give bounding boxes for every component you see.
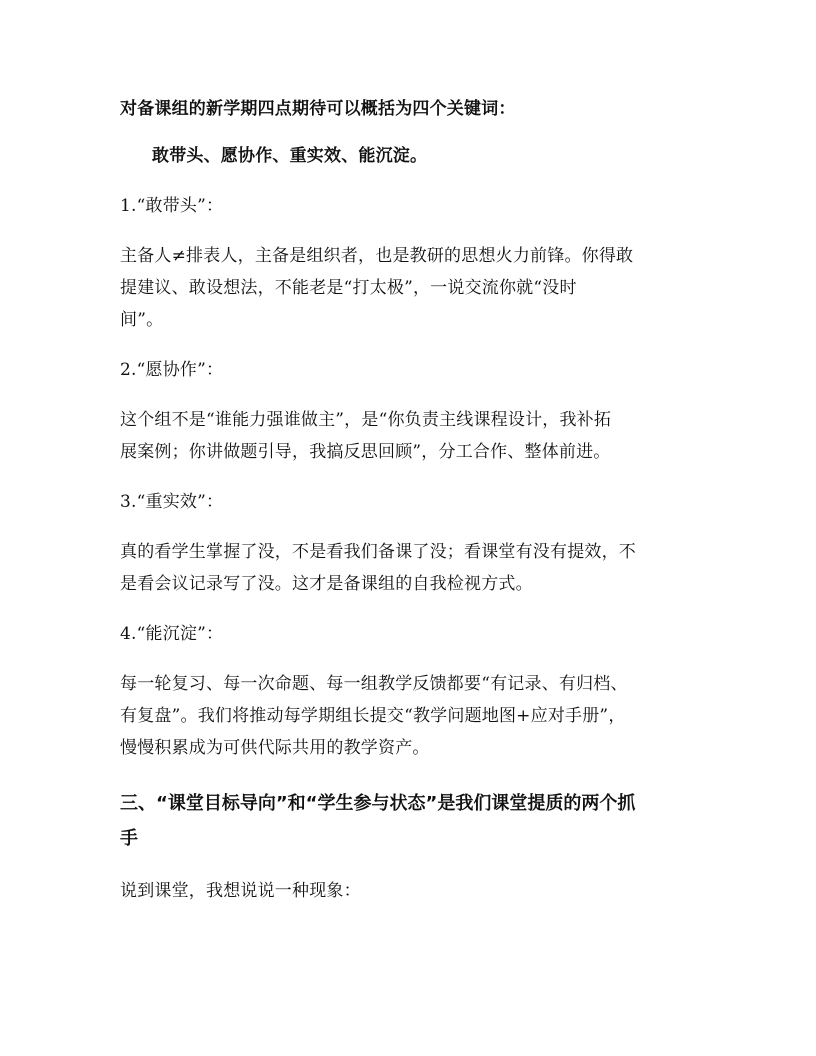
- point-2-heading: 2.“愿协作”：: [120, 360, 224, 380]
- point-3-heading: 3.“重实效”：: [120, 492, 224, 512]
- point-1-line-1: 主备人≠排表人，主备是组织者，也是教研的思想火力前锋。你得敢: [120, 246, 634, 266]
- point-3-line-2: 是看会议记录写了没。这才是备课组的自我检视方式。: [120, 574, 533, 594]
- point-1-body: [120, 240, 690, 336]
- section-3-heading-line-2: 手: [120, 828, 138, 849]
- point-1-line-3: 间”。: [120, 310, 164, 330]
- point-1-line-2: 提建议、敢设想法，不能老是“打太极”，一说交流你就“没时: [120, 278, 577, 298]
- document-body: [120, 93, 690, 907]
- point-4-line-1: 每一轮复习、每一次命题、每一组教学反馈都要“有记录、有归档、: [120, 674, 628, 694]
- point-4-line-2: 有复盘”。我们将推动每学期组长提交“教学问题地图+应对手册”，: [120, 706, 626, 726]
- point-2-body: [120, 404, 690, 468]
- point-3-line-1: 真的看学生掌握了没，不是看我们备课了没；看课堂有没有提效，不: [120, 542, 636, 562]
- intro-heading: 对备课组的新学期四点期待可以概括为四个关键词：: [120, 99, 516, 119]
- section-3-heading-line-1: 三、“课堂目标导向”和“学生参与状态”是我们课堂提质的两个抓: [120, 793, 636, 814]
- point-3-body: [120, 536, 690, 600]
- point-1-heading: 1.“敢带头”：: [120, 196, 224, 216]
- point-4-heading: 4.“能沉淀”：: [120, 624, 224, 644]
- point-2-line-2: 展案例；你讲做题引导，我搞反思回顾”，分工合作、整体前进。: [120, 442, 611, 462]
- point-2-line-1: 这个组不是“谁能力强谁做主”，是“你负责主线课程设计，我补拓: [120, 410, 612, 430]
- point-4-body: [120, 668, 690, 764]
- section-3-heading: [120, 786, 690, 856]
- keywords-line: 敢带头、愿协作、重实效、能沉淀。: [152, 146, 428, 166]
- point-4-line-3: 慢慢积累成为可供代际共用的教学资产。: [120, 738, 430, 758]
- closing-line: 说到课堂，我想说说一种现象：: [120, 881, 361, 901]
